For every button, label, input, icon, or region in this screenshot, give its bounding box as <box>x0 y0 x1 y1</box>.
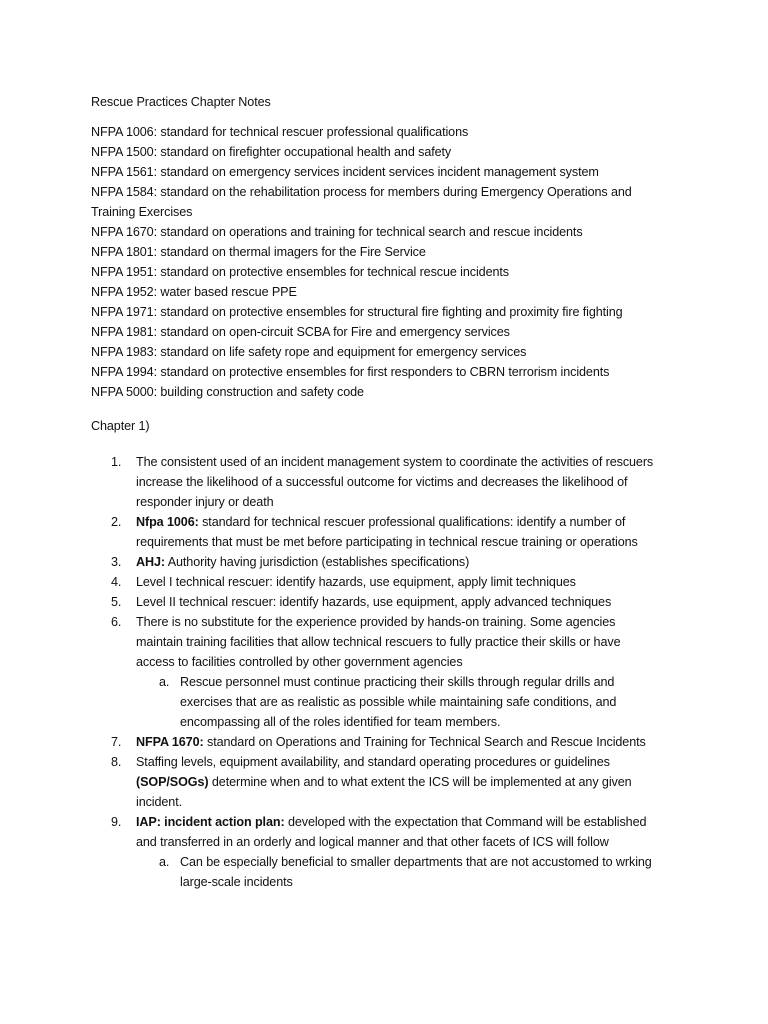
item-text: The consistent used of an incident management system to coordinate the activities of rescuers increase the likelihood of a successful outcome for victims and decreases the likelihood of responder injury or death <box>136 455 654 509</box>
sub-item-letter: a. <box>159 675 170 689</box>
standard-line: NFPA 1500: standard on firefighter occupational health and safety <box>91 145 452 159</box>
standards-list <box>91 122 661 402</box>
item-text: Staffing levels, equipment availability, and standard operating procedures or guidelines <box>136 755 610 769</box>
standard-line: NFPA 1951: standard on protective ensembles for technical rescue incidents <box>91 265 509 279</box>
sub-list-item <box>136 852 661 892</box>
list-item <box>91 752 661 812</box>
item-text: There is no substitute for the experience provided by hands-on training. Some agencies maintain training facilities that allow technical rescuers to fully practice their skills or have access to facilities controlled by other government agencies <box>136 615 621 669</box>
list-item <box>91 812 661 892</box>
item-text: Level I technical rescuer: identify hazards, use equipment, apply limit techniques <box>136 575 576 589</box>
standard-line: NFPA 1801: standard on thermal imagers for the Fire Service <box>91 245 426 259</box>
sub-item-letter: a. <box>159 855 170 869</box>
list-item <box>91 452 661 512</box>
sub-list-item <box>136 672 661 732</box>
chapter-heading: Chapter 1) <box>91 419 150 433</box>
standard-line: NFPA 1981: standard on open-circuit SCBA for Fire and emergency services <box>91 325 510 339</box>
sub-item-text: Rescue personnel must continue practicing their skills through regular drills and exercises that are as realistic as possible while maintaining safe conditions, and encompassing all of the roles identified for team members. <box>180 675 617 729</box>
item-number: 8. <box>111 755 122 769</box>
item-number: 9. <box>111 815 122 829</box>
document-content <box>91 92 661 892</box>
sub-item-text: Can be especially beneficial to smaller departments that are not accustomed to wrking large-scale incidents <box>180 855 652 889</box>
item-text: determine when and to what extent the ICS will be implemented at any given incident. <box>136 775 632 809</box>
sub-list <box>136 672 661 732</box>
item-number: 5. <box>111 595 122 609</box>
list-item <box>91 732 661 752</box>
list-item <box>91 592 661 612</box>
item-number: 2. <box>111 515 122 529</box>
item-term: AHJ: <box>136 555 165 569</box>
standard-line: NFPA 1561: standard on emergency services incident services incident management system <box>91 165 599 179</box>
sub-list <box>136 852 661 892</box>
standard-line: NFPA 1006: standard for technical rescuer professional qualifications <box>91 125 469 139</box>
item-text: standard for technical rescuer professional qualifications: identify a number of requirements that must be met before participating in technical rescue training or operations <box>136 515 638 549</box>
standard-line: NFPA 1971: standard on protective ensembles for structural fire fighting and proximity fire fighting <box>91 305 623 319</box>
standard-line: NFPA 1994: standard on protective ensembles for first responders to CBRN terrorism incidents <box>91 365 610 379</box>
document-title: Rescue Practices Chapter Notes <box>91 95 271 109</box>
list-item <box>91 612 661 732</box>
standard-line: NFPA 5000: building construction and safety code <box>91 385 364 399</box>
item-number: 1. <box>111 455 122 469</box>
item-text: Level II technical rescuer: identify hazards, use equipment, apply advanced techniques <box>136 595 612 609</box>
item-term: Nfpa 1006: <box>136 515 199 529</box>
item-term: NFPA 1670: <box>136 735 204 749</box>
standard-line: NFPA 1952: water based rescue PPE <box>91 285 297 299</box>
item-number: 4. <box>111 575 122 589</box>
item-number: 6. <box>111 615 122 629</box>
item-text: Authority having jurisdiction (establishes specifications) <box>165 555 470 569</box>
standard-line: NFPA 1670: standard on operations and training for technical search and rescue incidents <box>91 225 583 239</box>
list-item <box>91 552 661 572</box>
chapter-notes-list <box>91 452 661 892</box>
item-term: (SOP/SOGs) <box>136 775 209 789</box>
item-term: IAP: incident action plan: <box>136 815 285 829</box>
list-item <box>91 512 661 552</box>
item-number: 3. <box>111 555 122 569</box>
standard-line: NFPA 1983: standard on life safety rope and equipment for emergency services <box>91 345 527 359</box>
item-text: standard on Operations and Training for Technical Search and Rescue Incidents <box>203 735 646 749</box>
standard-line: NFPA 1584: standard on the rehabilitation process for members during Emergency Operations and Training Exercises <box>91 185 632 219</box>
item-text: developed with the expectation that Command will be established and transferred in an orderly and logical manner and that other facets of ICS will follow <box>136 815 647 849</box>
item-number: 7. <box>111 735 122 749</box>
list-item <box>91 572 661 592</box>
